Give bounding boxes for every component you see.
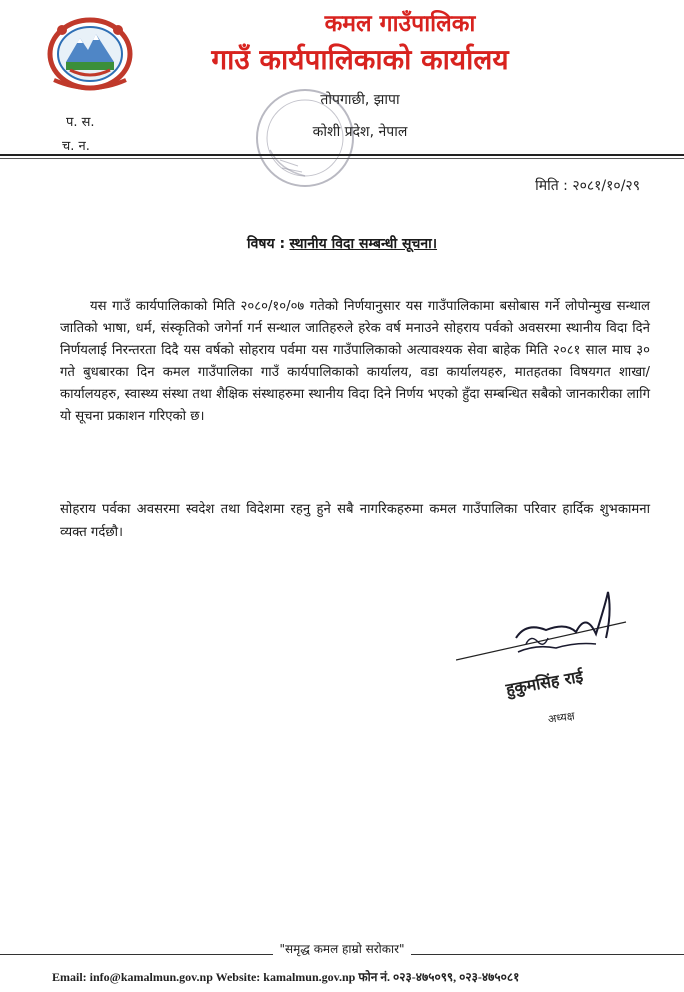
- subject-text: स्थानीय विदा सम्बन्धी सूचना।: [289, 236, 438, 252]
- signatory-title: अध्यक्ष: [547, 709, 576, 726]
- office-name: गाउँ कार्यपालिकाको कार्यालय: [211, 43, 509, 76]
- ps-label: प. स.: [66, 115, 95, 130]
- nepal-emblem-logo: [44, 10, 136, 92]
- subject-label: विषय :: [246, 236, 286, 252]
- cn-label: च. न.: [62, 139, 90, 154]
- subject-line: [0, 234, 684, 253]
- address-province: कोशी प्रदेश, नेपाल: [312, 124, 408, 140]
- header-divider-thin: [0, 158, 684, 159]
- address-district: तोपगाछी, झापा: [320, 92, 400, 108]
- signatory-name: हुकुमसिंह राई: [504, 666, 585, 699]
- body-paragraph-2: सोहराय पर्वका अवसरमा स्वदेश तथा विदेशमा रहनु हुने सबै नागरिकहरुमा कमल गाउँपालिका परिवार हार्दिक शुभकामना व्यक्त गर्दछौ।: [60, 502, 650, 540]
- municipality-name: कमल गाउँपालिका: [324, 11, 476, 37]
- header-divider: [0, 154, 684, 156]
- footer-motto: [0, 940, 684, 957]
- footer-contact: Email: info@kamalmun.gov.np Website: kamalmun.gov.np फोन नं. ०२३-४७५०९९, ०२३-४७५०८१: [52, 970, 520, 984]
- footer-motto-text: "समृद्ध कमल हाम्रो सरोकार": [273, 942, 410, 956]
- letter-date: मिति : २०८१/१०/२९: [535, 178, 640, 194]
- body-paragraph-1: यस गाउँ कार्यपालिकाको मिति २०८०/१०/०७ गतेको निर्णयानुसार यस गाउँपालिकामा बसोबास गर्ने लोपोन्मुख सन्थाल जातिको भाषा, धर्म, संस्कृतिको जगेर्ना गर्न सन्थाल जातिहरुले हरेक वर्ष मनाउने सोहराय पर्वको अवसरमा स्थानीय विदा दिने निर्णयलाई निरन्तरता दिदै यस वर्षको सोहराय पर्वमा यस गाउँपालिकाको अत्यावश्यक सेवा बाहेक मिति २०८१ साल माघ ३० गते बुधबारका दिन कमल गाउँपालिका गाउँ कार्यपालिकाको कार्यालय, वडा कार्यालयहरु, मातहतका विषयगत शाखा/कार्यालयहरु, स्वास्थ्य संस्था तथा शैक्षिक संस्थाहरुमा स्थानीय विदा दिने निर्णय भएको हुँदा सम्बन्धित सबैको जानकारीका लागि यो सूचना प्रकाशन गरिएको छ।: [60, 299, 650, 424]
